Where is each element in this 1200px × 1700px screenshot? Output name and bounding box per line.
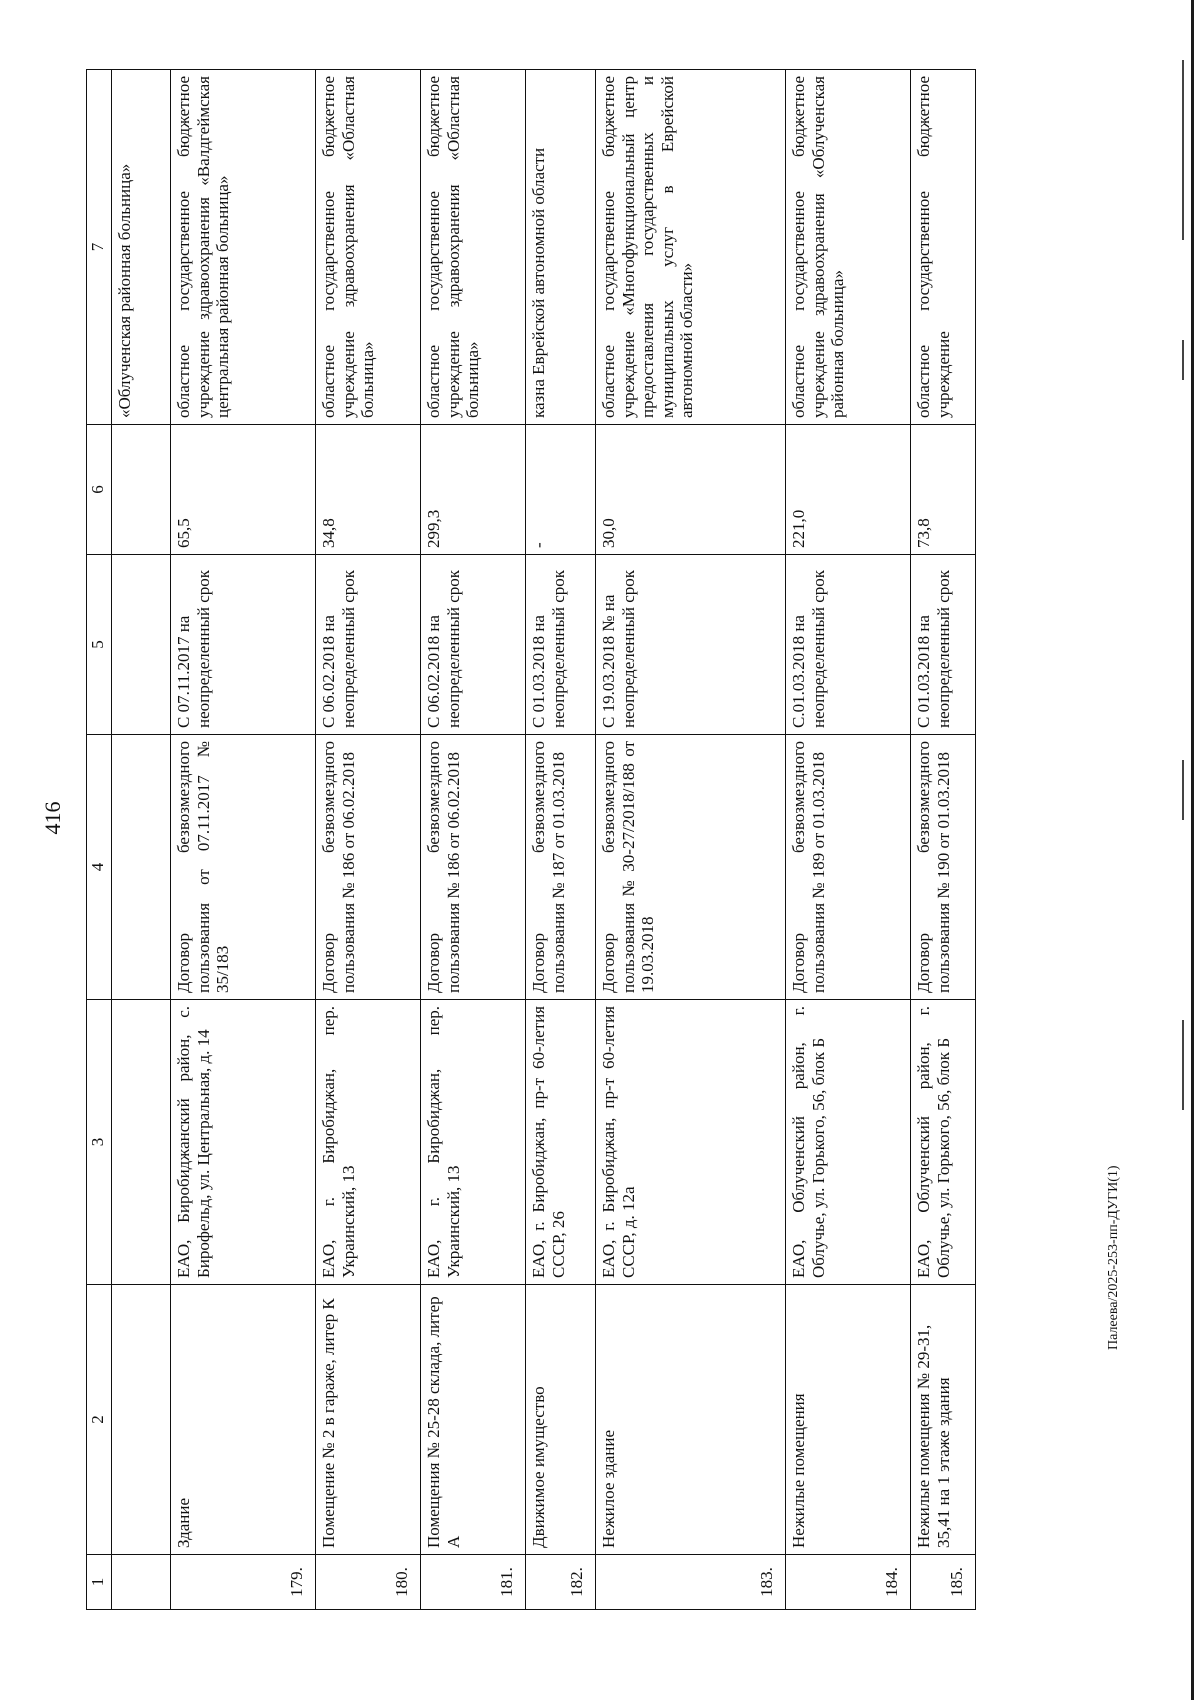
cell-address: ЕАО, Облученский район, г. Облучье, ул. Горького, 56, блок Б: [911, 1000, 976, 1285]
cell-address: ЕАО, Облученский район, г. Облучье, ул. Горького, 56, блок Б: [786, 1000, 911, 1285]
cell-area: 65,5: [171, 425, 316, 555]
cell-number: 184.: [786, 1555, 911, 1610]
table-row: [911, 70, 976, 1610]
scan-edge-mark: [1182, 1020, 1184, 1110]
cell-term: С 06.02.2018 на неопределенный срок: [421, 555, 526, 735]
cell-address: ЕАО, г. Биробиджан, пр-т 60-летия СССР, д. 12а: [596, 1000, 786, 1285]
cell-contract: Договор безвозмездного пользования № 30-27/2018/188 от 19.03.2018: [596, 735, 786, 1000]
cell-object-name: Нежилое здание: [596, 1285, 786, 1555]
cell-term: С 07.11.2017 на неопределенный срок: [171, 555, 316, 735]
column-number: 6: [87, 425, 112, 555]
cell-number: 179.: [171, 1555, 316, 1610]
cell-term: С.01.03.2018 на неопределенный срок: [786, 555, 911, 735]
cell-object-name: Здание: [171, 1285, 316, 1555]
column-number: 4: [87, 735, 112, 1000]
cell-number: 185.: [911, 1555, 976, 1610]
table-row: [596, 70, 786, 1610]
cell-term: С 06.02.2018 на неопределенный срок: [316, 555, 421, 735]
cell-term: С 19.03.2018 № на неопределенный срок: [596, 555, 786, 735]
cell-holder: «Облученская районная больница»: [112, 70, 171, 425]
cell-number: 180.: [316, 1555, 421, 1610]
cell-number: 182.: [526, 1555, 596, 1610]
cell-holder: областное государственное бюджетное учреждение «Многофункциональный центр предоставления государственных и муниципальных услуг в Еврейской автономной области»: [596, 70, 786, 425]
cell-area: 299,3: [421, 425, 526, 555]
cell-address: ЕАО, г. Биробиджан, пер. Украинский, 13: [316, 1000, 421, 1285]
document-footer: Палеева/2025-253-пп-ДУГИ(1): [1106, 1165, 1121, 1350]
cell-holder: областное государственное бюджетное учреждение здравоохранения «Облученская районная больница»: [786, 70, 911, 425]
column-number: 7: [87, 70, 112, 425]
cell-area: 30,0: [596, 425, 786, 555]
column-number: 1: [87, 1555, 112, 1610]
cell-empty: [112, 735, 171, 1000]
table-row: [526, 70, 596, 1610]
table-row: [786, 70, 911, 1610]
column-number: 5: [87, 555, 112, 735]
cell-empty: [112, 555, 171, 735]
cell-object-name: Нежилые помещения № 29-31, 35,41 на 1 этаже здания: [911, 1285, 976, 1555]
cell-empty: [112, 1555, 171, 1610]
cell-holder: областное государственное бюджетное учреждение здравоохранения «Областная больница»: [421, 70, 526, 425]
cell-contract: Договор безвозмездного пользования № 190 от 01.03.2018: [911, 735, 976, 1000]
cell-contract: Договор безвозмездного пользования № 186 от 06.02.2018: [421, 735, 526, 1000]
cell-address: ЕАО, Биробиджанский район, с. Бирофельд, ул. Центральная, д. 14: [171, 1000, 316, 1285]
cell-contract: Договор безвозмездного пользования № 186 от 06.02.2018: [316, 735, 421, 1000]
cell-area: 34,8: [316, 425, 421, 555]
cell-area: 221,0: [786, 425, 911, 555]
cell-contract: Договор безвозмездного пользования № 189 от 01.03.2018: [786, 735, 911, 1000]
cell-holder: областное государственное бюджетное учреждение здравоохранения «Валдгеймская центральная районная больница»: [171, 70, 316, 425]
cell-object-name: Помещение № 2 в гараже, литер К: [316, 1285, 421, 1555]
cell-address: ЕАО, г. Биробиджан, пер. Украинский, 13: [421, 1000, 526, 1285]
cell-term: С 01.03.2018 на неопределенный срок: [911, 555, 976, 735]
cell-holder: областное государственное бюджетное учреждение: [911, 70, 976, 425]
cell-empty: [112, 1285, 171, 1555]
cell-area: 73,8: [911, 425, 976, 555]
continuation-row: [112, 70, 171, 1610]
cell-contract: Договор безвозмездного пользования № 187 от 01.03.2018: [526, 735, 596, 1000]
table-row: [171, 70, 316, 1610]
cell-empty: [112, 425, 171, 555]
cell-holder: областное государственное бюджетное учреждение здравоохранения «Областная больница»: [316, 70, 421, 425]
scan-edge-line: [1191, 0, 1194, 1700]
scan-edge-mark: [1182, 340, 1184, 380]
scan-edge-mark: [1182, 60, 1184, 240]
table-row: [316, 70, 421, 1610]
cell-address: ЕАО, г. Биробиджан, пр-т 60-летия СССР, 26: [526, 1000, 596, 1285]
column-number: 2: [87, 1285, 112, 1555]
cell-object-name: Движимое имущество: [526, 1285, 596, 1555]
cell-number: 181.: [421, 1555, 526, 1610]
cell-contract: Договор безвозмездного пользования от 07.11.2017 № 35/183: [171, 735, 316, 1000]
page-number: 416: [40, 801, 65, 835]
cell-holder: казна Еврейской автономной области: [526, 70, 596, 425]
cell-empty: [112, 1000, 171, 1285]
column-number-header-row: [87, 70, 112, 1610]
scan-edge-mark: [1182, 760, 1184, 820]
table-row: [421, 70, 526, 1610]
cell-area: -: [526, 425, 596, 555]
registry-table: [86, 69, 976, 1610]
cell-object-name: Нежилые помещения: [786, 1285, 911, 1555]
registry-table-wrapper: [86, 70, 1046, 1610]
column-number: 3: [87, 1000, 112, 1285]
cell-term: С 01.03.2018 на неопределенный срок: [526, 555, 596, 735]
cell-object-name: Помещения № 25-28 склада, литер А: [421, 1285, 526, 1555]
cell-number: 183.: [596, 1555, 786, 1610]
